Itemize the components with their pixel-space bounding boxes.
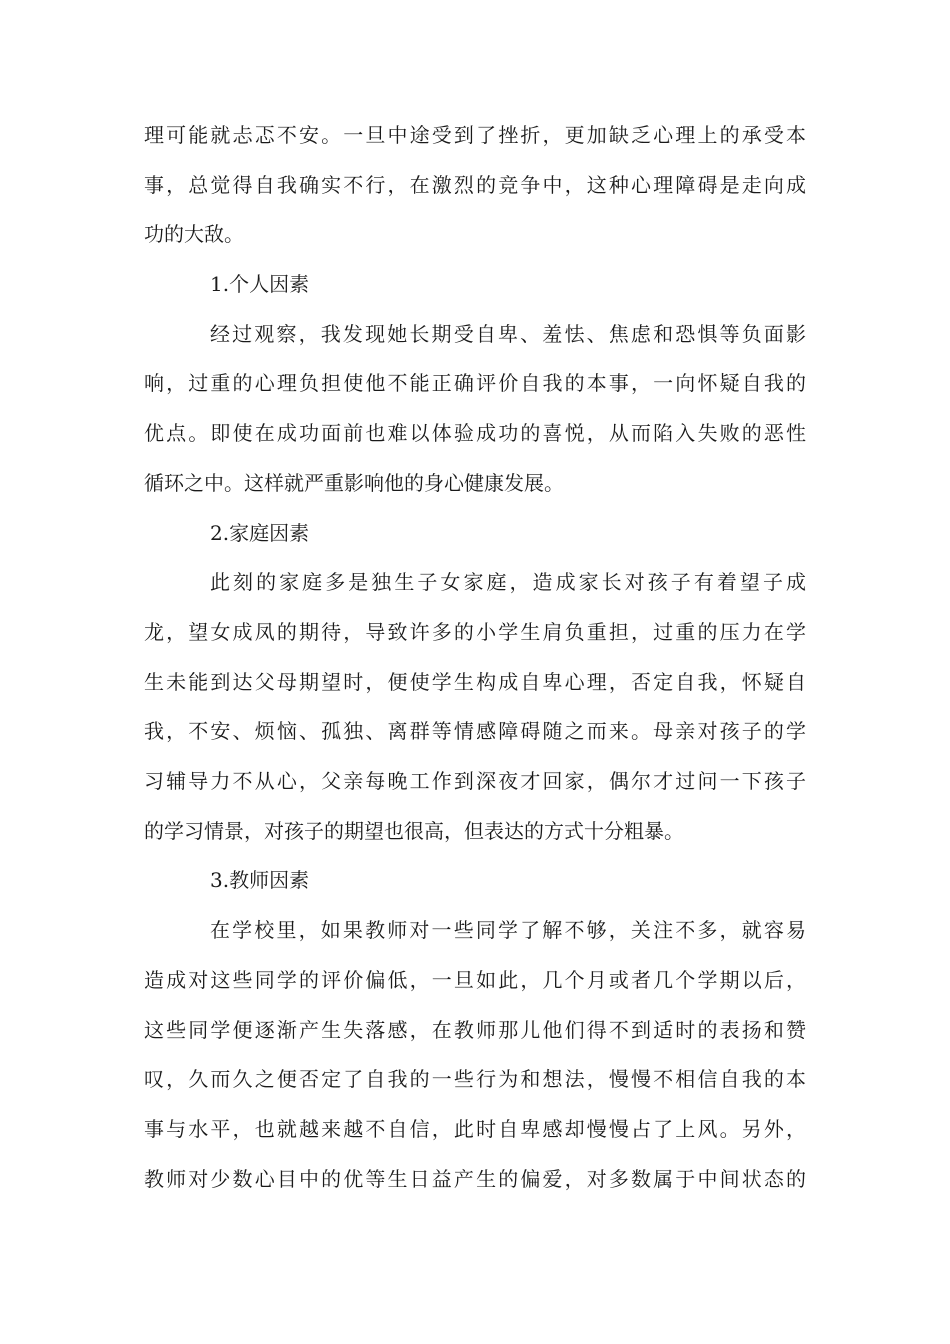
section-heading-family: 2.家庭因素 [210,521,310,545]
paragraph-line: 优点。即使在成功面前也难以体验成功的喜悦，从而陷入失败的恶性 [144,421,806,445]
paragraph-line: 习辅导力不从心，父亲每晚工作到深夜才回家，偶尔才过问一下孩子 [144,769,806,793]
paragraph-line: 我，不安、烦恼、孤独、离群等情感障碍随之而来。母亲对孩子的学 [144,719,806,743]
section-heading-personal: 1.个人因素 [210,272,310,296]
paragraph-line: 功的大敌。 [144,222,244,246]
paragraph-line: 理可能就忐忑不安。一旦中途受到了挫折，更加缺乏心理上的承受本 [144,123,806,147]
paragraph-line: 经过观察，我发现她长期受自卑、羞怯、焦虑和恐惧等负面影 [210,322,806,346]
paragraph-line: 生未能到达父母期望时，便使学生构成自卑心理，否定自我，怀疑自 [144,670,806,694]
paragraph-line: 在学校里，如果教师对一些同学了解不够，关注不多，就容易 [210,918,806,942]
paragraph-line: 龙，望女成凤的期待，导致许多的小学生肩负重担，过重的压力在学 [144,620,806,644]
paragraph-line: 事，总觉得自我确实不行，在激烈的竞争中，这种心理障碍是走向成 [144,173,806,197]
paragraph-line: 造成对这些同学的评价偏低，一旦如此，几个月或者几个学期以后， [144,968,806,992]
paragraph-line: 教师对少数心目中的优等生日益产生的偏爱，对多数属于中间状态的 [144,1167,806,1191]
paragraph-line: 这些同学便逐渐产生失落感，在教师那儿他们得不到适时的表扬和赞 [144,1018,806,1042]
paragraph-line: 此刻的家庭多是独生子女家庭，造成家长对孩子有着望子成 [210,570,806,594]
paragraph-line: 的学习情景，对孩子的期望也很高，但表达的方式十分粗暴。 [144,819,684,843]
section-heading-teacher: 3.教师因素 [210,868,310,892]
paragraph-line: 事与水平，也就越来越不自信，此时自卑感却慢慢占了上风。另外， [144,1117,806,1141]
paragraph-line: 响，过重的心理负担使他不能正确评价自我的本事，一向怀疑自我的 [144,371,806,395]
paragraph-line: 叹，久而久之便否定了自我的一些行为和想法，慢慢不相信自我的本 [144,1067,806,1091]
paragraph-line: 循环之中。这样就严重影响他的身心健康发展。 [144,471,564,495]
